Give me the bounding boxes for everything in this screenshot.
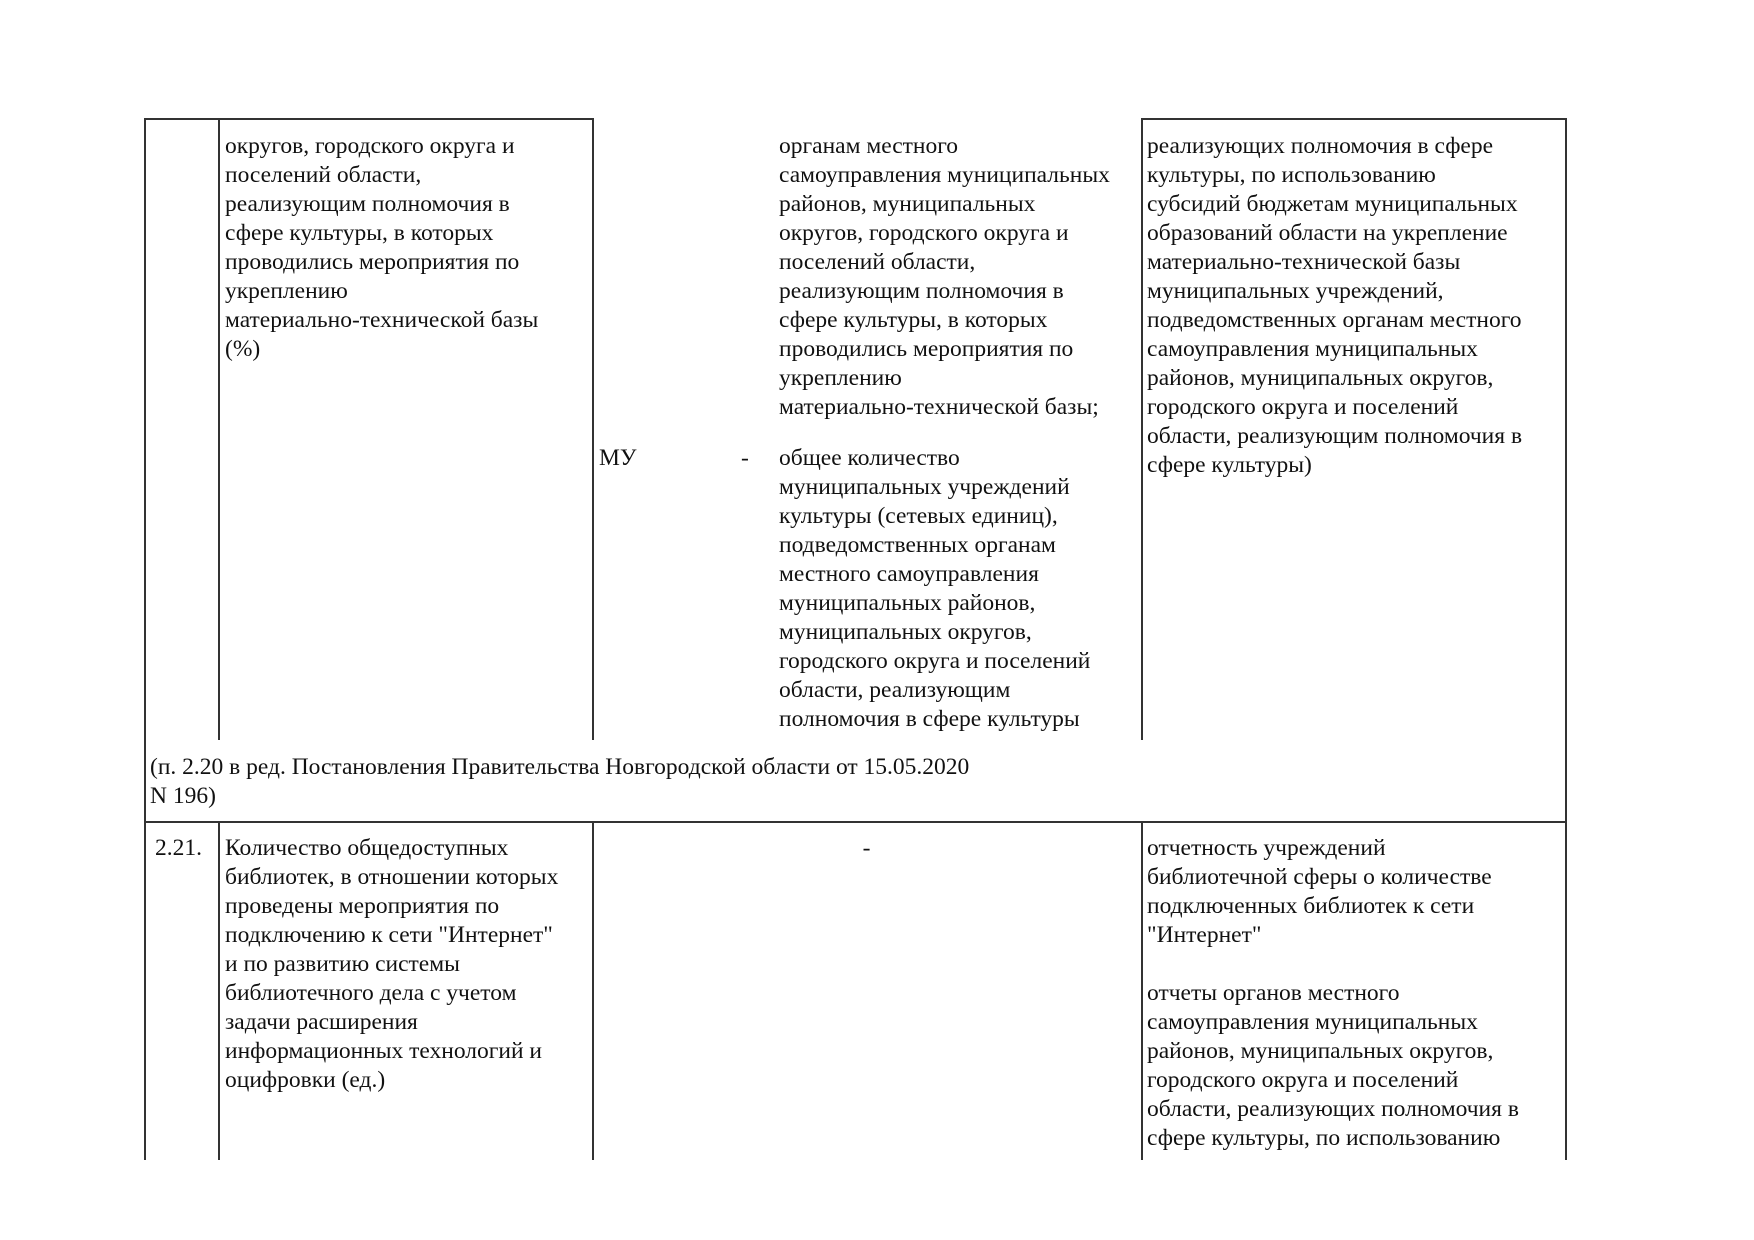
formula-cell-2-21: - [862,835,871,861]
formula-dash: - [741,445,749,471]
source-cell-2-21-part2: отчеты органов местного самоуправления муниципальных районов, муниципальных округов, городского округа и поселений области, реализующих полномочия в сфере культуры, по использованию [1147,980,1519,1151]
col-divider-1-top [218,118,220,740]
table-top-border-left [144,118,592,120]
amendment-note: (п. 2.20 в ред. Постановления Правительства Новгородской области от 15.05.2020 N 196) [150,754,970,809]
formula-cell-2-20-part2: общее количество муниципальных учреждений культуры (сетевых единиц), подведомственных органам местного самоуправления муниципальных районов, муниципальных округов, городского округа и поселений области, реализующим полномочия в сфере культуры [779,445,1091,732]
col-divider-2-bottom [592,821,594,1160]
formula-symbol: МУ [599,445,637,471]
table-top-border-right [1141,118,1567,120]
col-divider-3-bottom [1141,821,1143,1160]
source-cell-2-20: реализующих полномочия в сфере культуры, по использованию субсидий бюджетам муниципальных образований области на укрепление материально-технической базы муниципальных учреждений, подведомственных органам местного самоуправления муниципальных районов, муниципальных округов, городского округа и поселений области, реализующим полномочия в сфере культуры) [1147,133,1523,478]
source-cell-2-21-part1: отчетность учреждений библиотечной сферы о количестве подключенных библиотек к сети "Интернет" [1147,835,1492,948]
col-divider-3-top [1141,118,1143,740]
table-left-border [144,118,146,1160]
row-divider [144,821,1566,823]
col-divider-2-top [592,118,594,740]
indicator-cell-2-20: округов, городского округа и поселений области, реализующим полномочия в сфере культуры, в которых проводились мероприятия по укреплению материально-технической базы (%) [225,133,539,362]
row-number: 2.21. [155,835,202,861]
col-divider-1-bottom [218,821,220,1160]
formula-cell-2-20-part1: органам местного самоуправления муниципальных районов, муниципальных округов, городского округа и поселений области, реализующим полномочия в сфере культуры, в которых проводились мероприятия по укреплению материально-технической базы; [779,133,1110,420]
table-right-border [1565,118,1567,1160]
indicator-cell-2-21: Количество общедоступных библиотек, в отношении которых проведены мероприятия по подключению к сети "Интернет" и по развитию системы библиотечного дела с учетом задачи расширения информационных технологий и оцифровки (ед.) [225,835,559,1093]
